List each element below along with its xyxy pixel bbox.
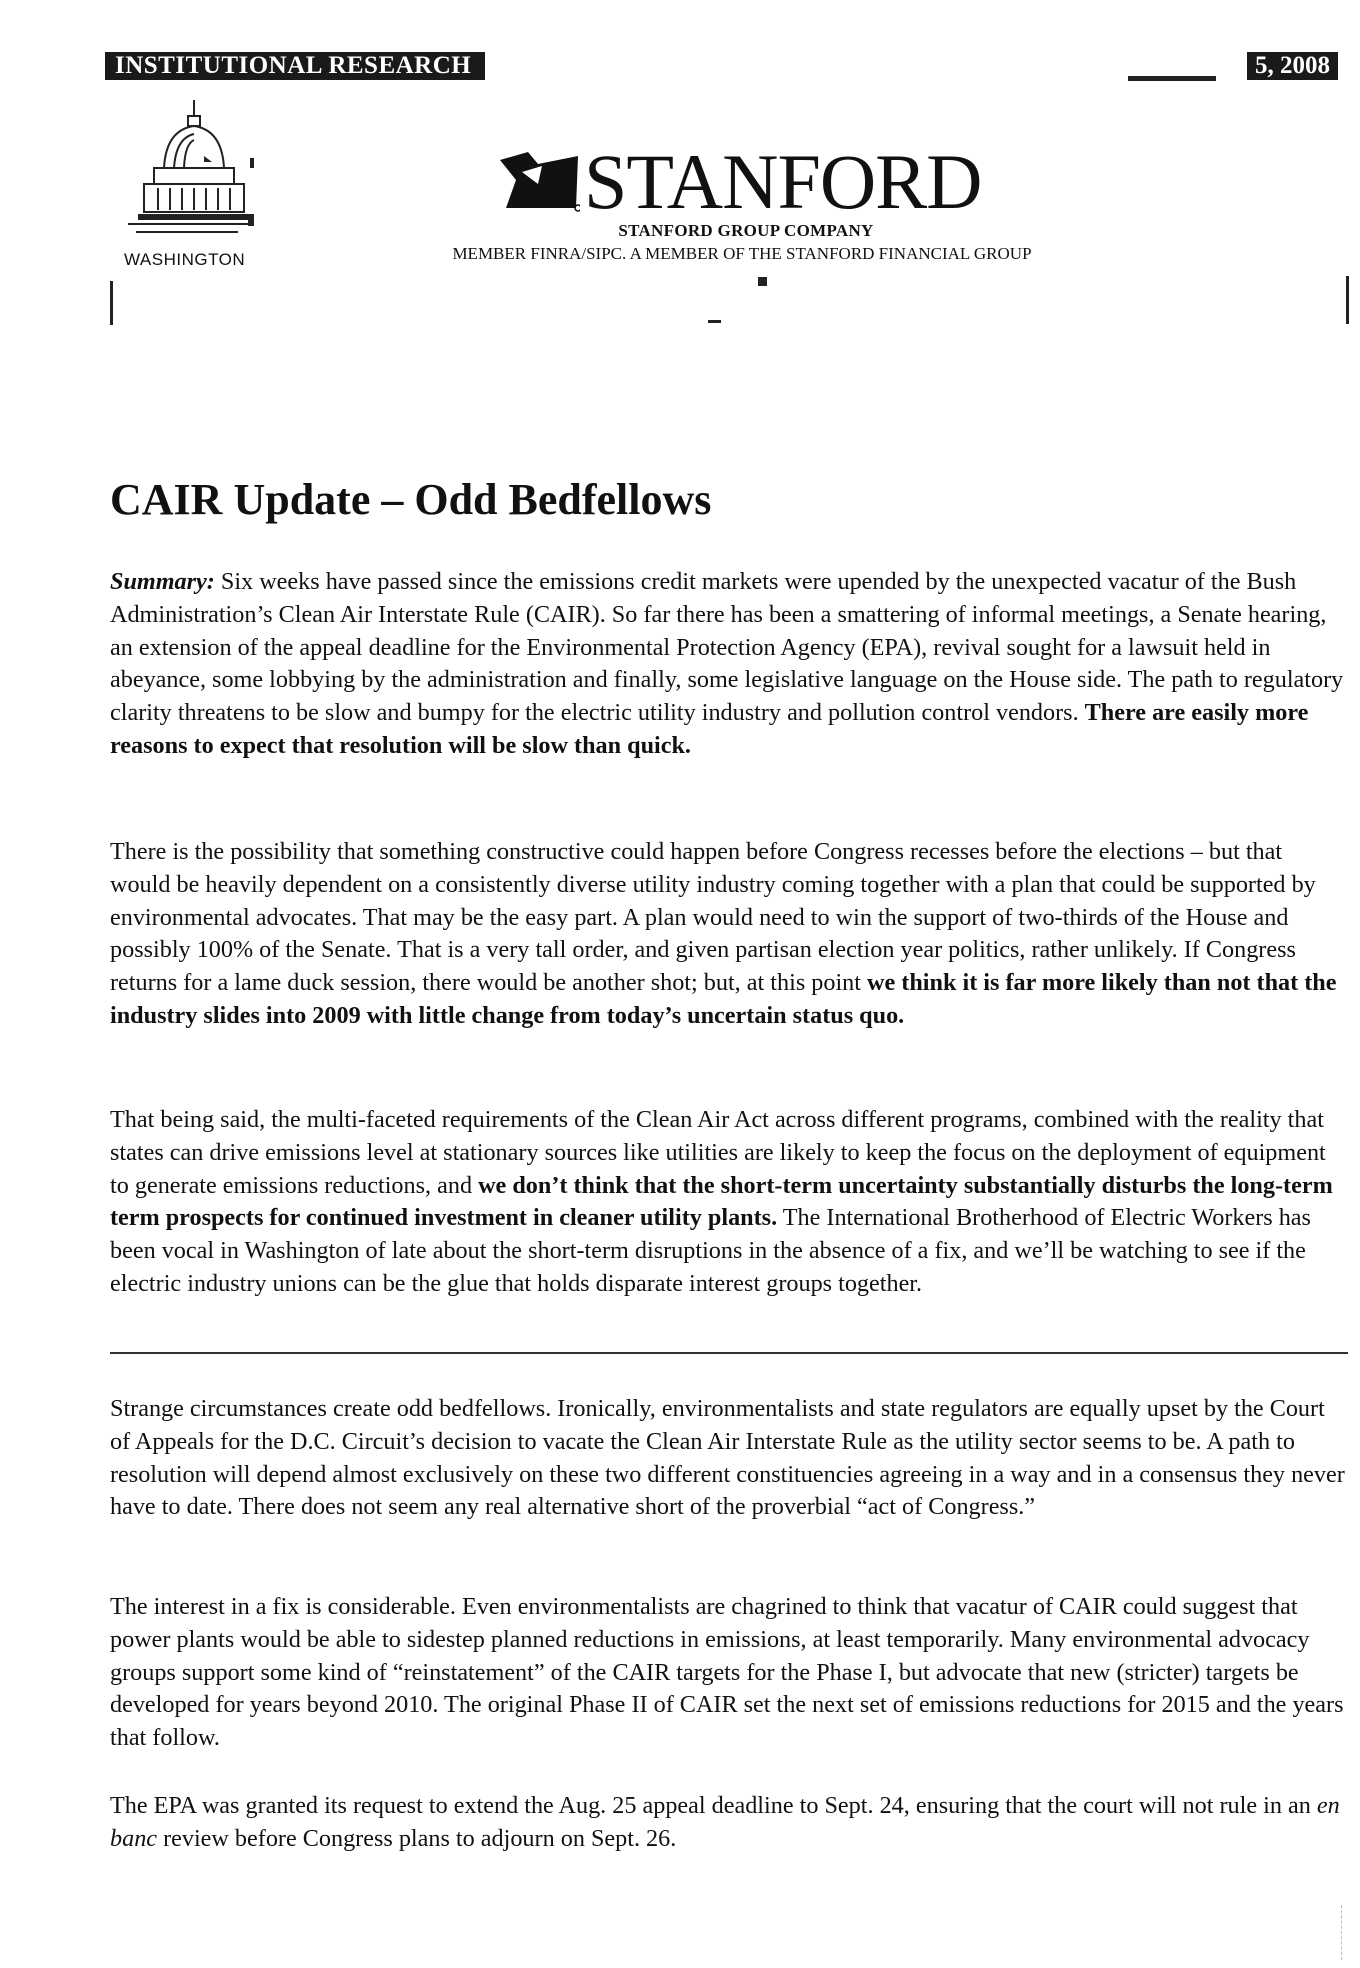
report-date: 5, 2008 <box>1247 52 1338 80</box>
investment-text: That being said, the multi-faceted requirements of the Clean Air Act across different programs, combined with the reality that states can drive emissions level at stationary sources like utilities are likely to keep the focus on the deployment of equipment to generate emissions reductions, and <box>110 1106 1326 1199</box>
bedfellows-paragraph: Strange circumstances create odd bedfellows. Ironically, environmentalists and state regulators are equally upset by the Court of Appeals for the D.C. Circuit’s decision to vacate the Clean Air Interstate Rule as the utility sector seems to be. A path to resolution will depend almost exclusively on these two different constituencies agreeing in a way and in a consensus they never have to date. There does not seem any real alternative short of the proverbial “act of Congress.” <box>110 1395 1345 1521</box>
scan-bar-right <box>1346 276 1349 324</box>
summary-conclusion: There are easily more reasons to expect that resolution will be slow than quick. <box>110 699 1309 759</box>
summary-label: Summary: <box>110 568 215 595</box>
section-divider <box>110 1352 1348 1354</box>
scan-mark <box>758 277 767 286</box>
en-banc-term: en banc <box>110 1792 1340 1852</box>
summary-paragraph <box>110 566 1348 763</box>
washington-label: WASHINGTON <box>124 250 246 269</box>
outlook-paragraph <box>110 836 1348 1033</box>
date-rule <box>1128 76 1216 81</box>
investment-text-end: The International Brotherhood of Electric Workers has been vocal in Washington of late about the short-term disruptions in the absence of a fix, and we’ll be watching to see if the electric industry unions can be the glue that holds disparate interest groups together. <box>110 1204 1311 1297</box>
institutional-research-banner: INSTITUTIONAL RESEARCH <box>105 52 485 80</box>
scan-edge-mark <box>1341 1905 1343 1960</box>
scan-bar-left <box>110 281 113 325</box>
scan-dash <box>708 320 721 323</box>
stanford-eagle-logo-icon <box>498 150 580 212</box>
epa-text-end: review before Congress plans to adjourn on Sept. 26. <box>157 1824 677 1852</box>
company-name: STANFORD GROUP COMPANY <box>618 221 874 240</box>
page-title: CAIR Update – Odd Bedfellows <box>110 475 712 524</box>
investment-paragraph <box>110 1104 1348 1301</box>
outlook-text: There is the possibility that something constructive could happen before Congress recesses before the elections – but that would be heavily dependent on a consistently diverse utility industry coming together with a plan that could be supported by environmental advocates. That may be the easy part. A plan would need to win the support of two-thirds of the House and possibly 100% of the Senate. That is a very tall order, and given partisan election year politics, rather unlikely. If Congress returns for a lame duck session, there would be another shot; but, at this point <box>110 838 1316 997</box>
summary-text: Six weeks have passed since the emissions credit markets were upended by the unexpected vacatur of the Bush Administration’s Clean Air Interstate Rule (CAIR). So far there has been a smattering of informal meetings, a Senate hearing, an extension of the appeal deadline for the Environmental Protection Agency (EPA), revival sought for a lawsuit held in abeyance, some lobbying by the administration and finally, some legislative language on the House side. The path to regulatory clarity threatens to be slow and bumpy for the electric utility industry and pollution control vendors. <box>110 568 1344 727</box>
membership-line: MEMBER FINRA/SIPC. A MEMBER OF THE STANFORD FINANCIAL GROUP <box>452 244 1032 263</box>
outlook-conclusion: we think it is far more likely than not that the industry slides into 2009 with little change from today’s uncertain status quo. <box>110 969 1337 1029</box>
epa-text: The EPA was granted its request to extend the Aug. 25 appeal deadline to Sept. 24, ensuring that the court will not rule in an <box>110 1792 1317 1819</box>
stanford-logo-text: STANFORD <box>584 138 982 225</box>
investment-conclusion: we don’t think that the short-term uncertainty substantially disturbs the long-term term prospects for continued investment in cleaner utility plants. <box>110 1171 1333 1232</box>
fix-interest-paragraph: The interest in a fix is considerable. Even environmentalists are chagrined to think that vacatur of CAIR could suggest that power plants would be able to sidestep planned reductions in emissions, at least temporarily. Many environmental advocacy groups support some kind of “reinstatement” of the CAIR targets for the Phase I, but advocate that new (stricter) targets be developed for years beyond 2010. The original Phase II of CAIR set the next set of emissions reductions for 2015 and the years that follow. <box>110 1593 1344 1752</box>
epa-appeal-paragraph <box>110 1790 1348 1856</box>
